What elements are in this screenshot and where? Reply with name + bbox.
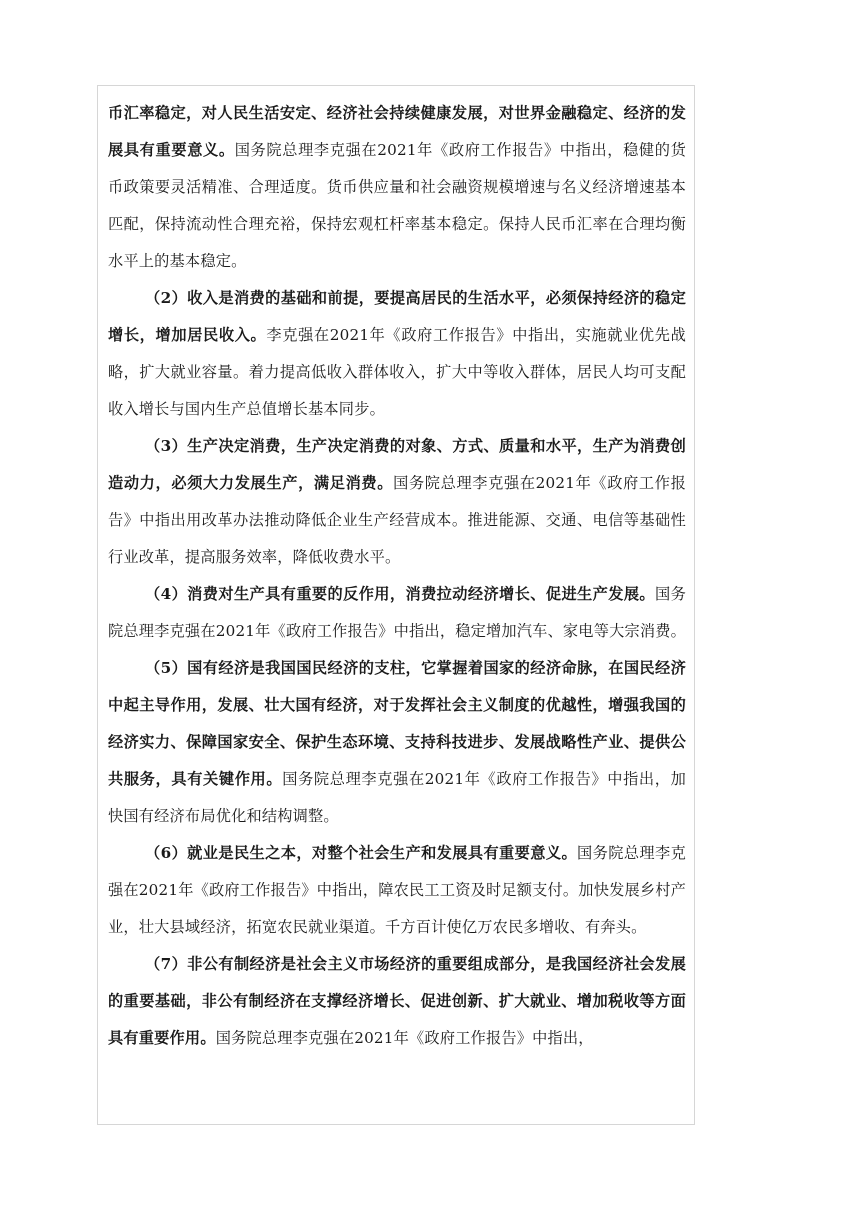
paragraph-2-emphasis: （2）收入是消费的基础和前提，要提高居民的生活水平，必须保持经济的稳定增长，增加居民收入。 [108, 289, 686, 344]
paragraph-7-text: 国务院总理李克强在2021年《政府工作报告》中指出， [215, 1029, 594, 1047]
paragraph-6-emphasis: （6）就业是民生之本，对整个社会生产和发展具有重要意义。 [145, 844, 578, 862]
document-body [108, 95, 686, 1057]
paragraph-4-emphasis: （4）消费对生产具有重要的反作用，消费拉动经济增长、促进生产发展。 [145, 585, 656, 603]
paragraph-6-text: 国务院总理李克强在2021年《政府工作报告》中指出，障农民工工资及时足额支付。加快发展乡村产业，壮大县域经济，拓宽农民就业渠道。千方百计使亿万农民多增收、有奔头。 [108, 844, 687, 936]
paragraph-3-text: 国务院总理李克强在2021年《政府工作报告》中指出用改革办法推动降低企业生产经营成本。推进能源、交通、电信等基础性行业改革，提高服务效率，降低收费水平。 [108, 474, 686, 566]
paragraph-6 [108, 835, 686, 946]
paragraph-2-text: 李克强在2021年《政府工作报告》中指出，实施就业优先战略，扩大就业容量。着力提高低收入群体收入，扩大中等收入群体，居民人均可支配收入增长与国内生产总值增长基本同步。 [108, 326, 686, 418]
paragraph-4 [108, 576, 686, 650]
paragraph-5-text: 国务院总理李克强在2021年《政府工作报告》中指出，加快国有经济布局优化和结构调整。 [108, 770, 686, 825]
paragraph-7 [108, 946, 686, 1057]
paragraph-1-emphasis: 币汇率稳定，对人民生活安定、经济社会持续健康发展，对世界金融稳定、经济的发展具有重要意义。 [108, 104, 686, 159]
paragraph-3-emphasis: （3）生产决定消费，生产决定消费的对象、方式、质量和水平，生产为消费创造动力，必须大力发展生产，满足消费。 [108, 437, 686, 492]
paragraph-1-text: 国务院总理李克强在2021年《政府工作报告》中指出，稳健的货币政策要灵活精准、合理适度。货币供应量和社会融资规模增速与名义经济增速基本匹配，保持流动性合理充裕，保持宏观杠杆率基本稳定。保持人民币汇率在合理均衡水平上的基本稳定。 [108, 141, 686, 270]
paragraph-5 [108, 650, 686, 835]
paragraph-3 [108, 428, 686, 576]
paragraph-4-text: 国务院总理李克强在2021年《政府工作报告》中指出，稳定增加汽车、家电等大宗消费。 [108, 585, 687, 640]
paragraph-2 [108, 280, 686, 428]
paragraph-5-emphasis: （5）国有经济是我国国民经济的支柱，它掌握着国家的经济命脉，在国民经济中起主导作用，发展、壮大国有经济，对于发挥社会主义制度的优越性，增强我国的经济实力、保障国家安全、保护生态环境、支持科技进步、发展战略性产业、提供公共服务，具有关键作用。 [108, 659, 686, 788]
paragraph-1 [108, 95, 686, 280]
document-page [97, 85, 695, 1125]
paragraph-7-emphasis: （7）非公有制经济是社会主义市场经济的重要组成部分，是我国经济社会发展的重要基础，非公有制经济在支撑经济增长、促进创新、扩大就业、增加税收等方面具有重要作用。 [108, 955, 686, 1047]
